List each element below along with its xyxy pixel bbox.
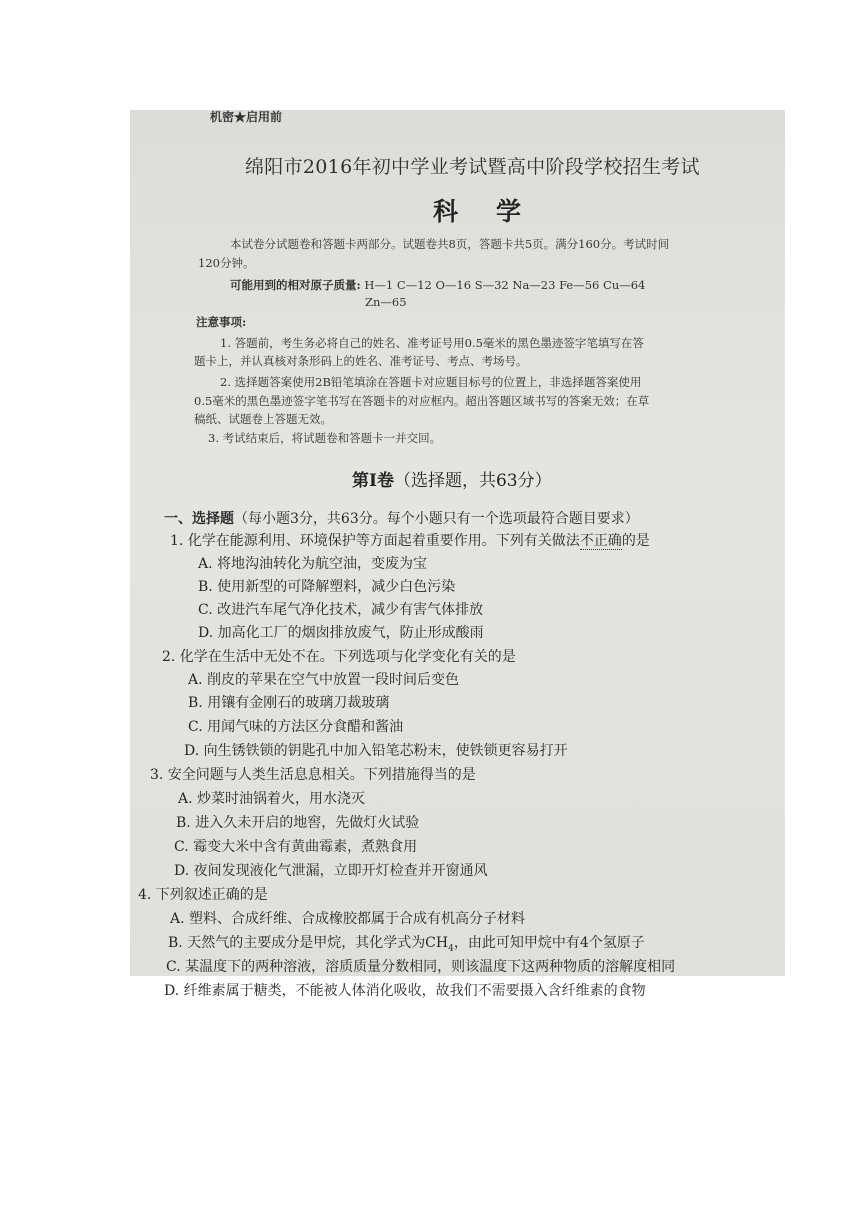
exam-title: 绵阳市2016年初中学业考试暨高中阶段学校招生考试 [245, 156, 700, 178]
question-4-option-b [168, 932, 645, 954]
question-4-stem: 4. 下列叙述正确的是 [138, 887, 268, 903]
question-3-option-c: C. 霉变大米中含有黄曲霉素，煮熟食用 [174, 839, 418, 855]
section-title [352, 466, 552, 491]
question-1-stem [170, 530, 650, 550]
atomic-mass-line-2: Zn—65 [365, 295, 407, 309]
note-1-line-a: 1. 答题前，考生务必将自己的姓名、准考证号用0.5毫米的黑色墨迹签字笔填写在答 [220, 336, 644, 350]
ch4-subscript: 4 [448, 943, 454, 954]
question-4-option-b-rest: ，由此可知甲烷中有4个氢原子 [453, 935, 645, 951]
question-3-option-d: D. 夜间发现液化气泄漏，立即开灯检查并开窗通风 [174, 863, 488, 879]
atomic-mass-line [230, 277, 645, 293]
notes-heading: 注意事项: [196, 315, 247, 329]
question-2-option-b: B. 用镶有金刚石的玻璃刀裁玻璃 [188, 695, 390, 711]
question-1-emphasis: 不正确 [579, 533, 622, 549]
question-1-stem-end: 的是 [621, 533, 650, 549]
question-4-option-b-text: B. 天然气的主要成分是甲烷，其化学式为CH [168, 935, 449, 951]
atomic-mass-values: H—1 C—12 O—16 S—32 Na—23 Fe—56 Cu—64 [364, 278, 646, 292]
intro-line-1: 本试卷分试题卷和答题卡两部分。试题卷共8页，答题卡共5页。满分160分。考试时间 [230, 237, 670, 251]
question-4-option-a: A. 塑料、合成纤维、合成橡胶都属于合成有机高分子材料 [170, 911, 526, 927]
confidential-mark: 机密★启用前 [210, 110, 283, 124]
question-1-option-a: A. 将地沟油转化为航空油，变废为宝 [198, 556, 428, 572]
question-1-stem-text: 1. 化学在能源利用、环境保护等方面起着重要作用。下列有关做法 [170, 533, 580, 549]
question-2-stem: 2. 化学在生活中无处不在。下列选项与化学变化有关的是 [162, 649, 516, 665]
subject-title: 科学 [433, 197, 560, 226]
question-2-option-a: A. 削皮的苹果在空气中放置一段时间后变色 [188, 672, 460, 688]
section-title-bold: 第Ⅰ卷 [352, 471, 394, 491]
question-3-stem: 3. 安全问题与人类生活息息相关。下列措施得当的是 [150, 767, 476, 783]
question-3-option-a: A. 炒菜时油锅着火，用水浇灭 [178, 791, 366, 807]
question-2-option-c: C. 用闻气味的方法区分食醋和酱油 [188, 719, 404, 735]
question-4-option-c: C. 某温度下的两种溶液，溶质质量分数相同，则该温度下这两种物质的溶解度相同 [166, 959, 676, 975]
question-1-option-b: B. 使用新型的可降解塑料，减少白色污染 [198, 579, 456, 595]
note-1-line-b: 题卡上，并认真核对条形码上的姓名、准考证号、考点、考场号。 [194, 354, 528, 368]
note-3: 3. 考试结束后，将试题卷和答题卡一并交回。 [208, 431, 442, 445]
part-label: 一、选择题 [164, 511, 234, 527]
question-4-option-d: D. 纤维素属于糖类，不能被人体消化吸收，故我们不需要摄入含纤维素的食物 [164, 983, 646, 999]
atomic-mass-label: 可能用到的相对原子质量: [230, 278, 361, 292]
question-3-option-b: B. 进入久未开启的地窖，先做灯火试验 [176, 815, 420, 831]
note-2-line-b: 0.5毫米的黑色墨迹签字笔书写在答题卡的对应框内。超出答题区域书写的答案无效；在草 [194, 394, 650, 408]
section-title-rest: （选择题，共63分） [393, 471, 552, 491]
intro-line-2: 120分钟。 [198, 256, 255, 270]
exam-paper-photo [130, 110, 785, 999]
question-1-option-d: D. 加高化工厂的烟囱排放废气，防止形成酸雨 [198, 625, 484, 641]
question-2-option-d: D. 向生锈铁锁的钥匙孔中加入铅笔芯粉末，使铁锁更容易打开 [184, 743, 568, 759]
part-heading [164, 508, 639, 528]
question-1-option-c: C. 改进汽车尾气净化技术，减少有害气体排放 [198, 602, 484, 618]
note-2-line-c: 稿纸、试题卷上答题无效。 [194, 412, 332, 426]
note-2-line-a: 2. 选择题答案使用2B铅笔填涂在答题卡对应题目标号的位置上，非选择题答案使用 [220, 375, 642, 389]
part-instruction: （每小题3分，共63分。每个小题只有一个选项最符合题目要求） [234, 511, 639, 527]
